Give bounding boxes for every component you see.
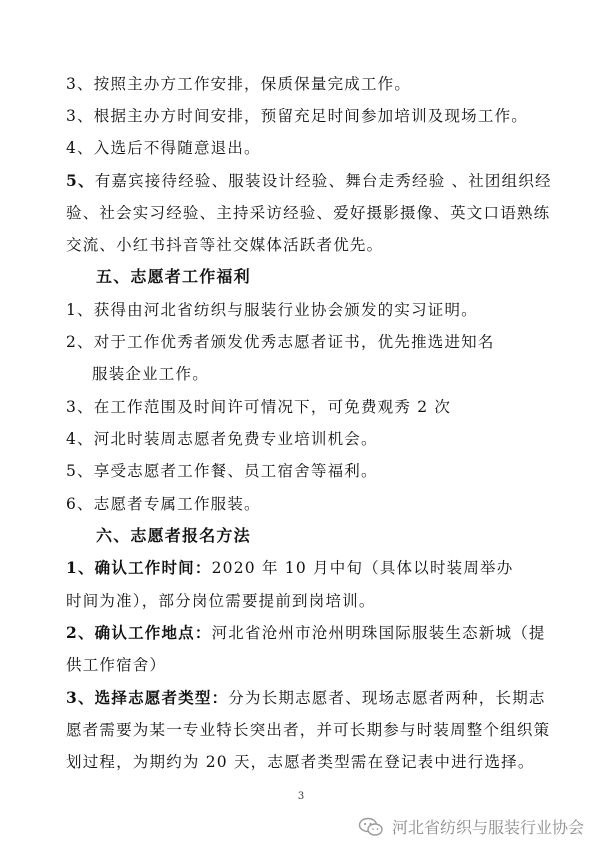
text-line: 2、对于工作优秀者颁发优秀志愿者证书，优先推选进知名 — [66, 333, 495, 351]
text-line — [66, 623, 562, 643]
item-number: 5、 — [66, 171, 95, 190]
watermark-text: 河北省纺织与服装行业协会 — [391, 818, 584, 837]
item-text: 分为长期志愿者、现场志愿者两种，长期志 — [228, 689, 546, 707]
text-line — [66, 688, 562, 708]
item-text: 河北省沧州市沧州明珠国际服装生态新城（提 — [211, 624, 546, 642]
section-heading-5: 五、志愿者工作福利 — [96, 267, 251, 286]
text-line: 3、根据主办方时间安排，预留充足时间参加培训及现场工作。 — [66, 107, 528, 125]
section-heading-6: 六、志愿者报名方法 — [96, 526, 251, 545]
item-label: 1、确认工作时间： — [66, 558, 212, 577]
item-text: 有嘉宾接待经验、服装设计经验、舞台走秀经验 、社团组织经 — [94, 172, 552, 190]
item-text: 2020 年 10 月中旬（具体以时装周举办 — [211, 559, 514, 577]
text-line: 交流、小红书抖音等社交媒体活跃者优先。 — [66, 236, 384, 254]
text-line: 供工作宿舍） — [66, 656, 167, 674]
text-line: 6、志愿者专属工作服装。 — [66, 495, 261, 513]
wechat-icon — [358, 817, 384, 837]
page-number: 3 — [297, 791, 305, 802]
text-line: 3、按照主办方工作安排，保质保量完成工作。 — [66, 75, 412, 93]
text-line: 1、获得由河北省纺织与服装行业协会颁发的实习证明。 — [66, 301, 478, 319]
text-line: 服装企业工作。 — [92, 365, 209, 383]
text-line: 愿者需要为某一专业特长突出者，并可长期参与时装周整个组织策 — [66, 721, 551, 739]
text-line — [66, 171, 562, 191]
text-line — [66, 558, 562, 578]
text-line: 时间为准），部分岗位需要提前到岗培训。 — [66, 592, 376, 610]
item-label: 3、选择志愿者类型： — [66, 688, 229, 707]
text-line: 划过程，为期约为 20 天，志愿者类型需在登记表中进行选择。 — [66, 753, 535, 771]
source-watermark — [358, 815, 584, 838]
text-line: 5、享受志愿者工作餐、员工宿舍等福利。 — [66, 462, 378, 480]
text-line: 3、在工作范围及时间许可情况下，可免费观秀 2 次 — [66, 398, 452, 416]
item-label: 2、确认工作地点： — [66, 623, 212, 642]
text-line: 验、社会实习经验、主持采访经验、爱好摄影摄像、英文口语熟练 — [66, 204, 551, 222]
text-line: 4、入选后不得随意退出。 — [66, 139, 261, 157]
text-line: 4、河北时装周志愿者免费专业培训机会。 — [66, 430, 378, 448]
